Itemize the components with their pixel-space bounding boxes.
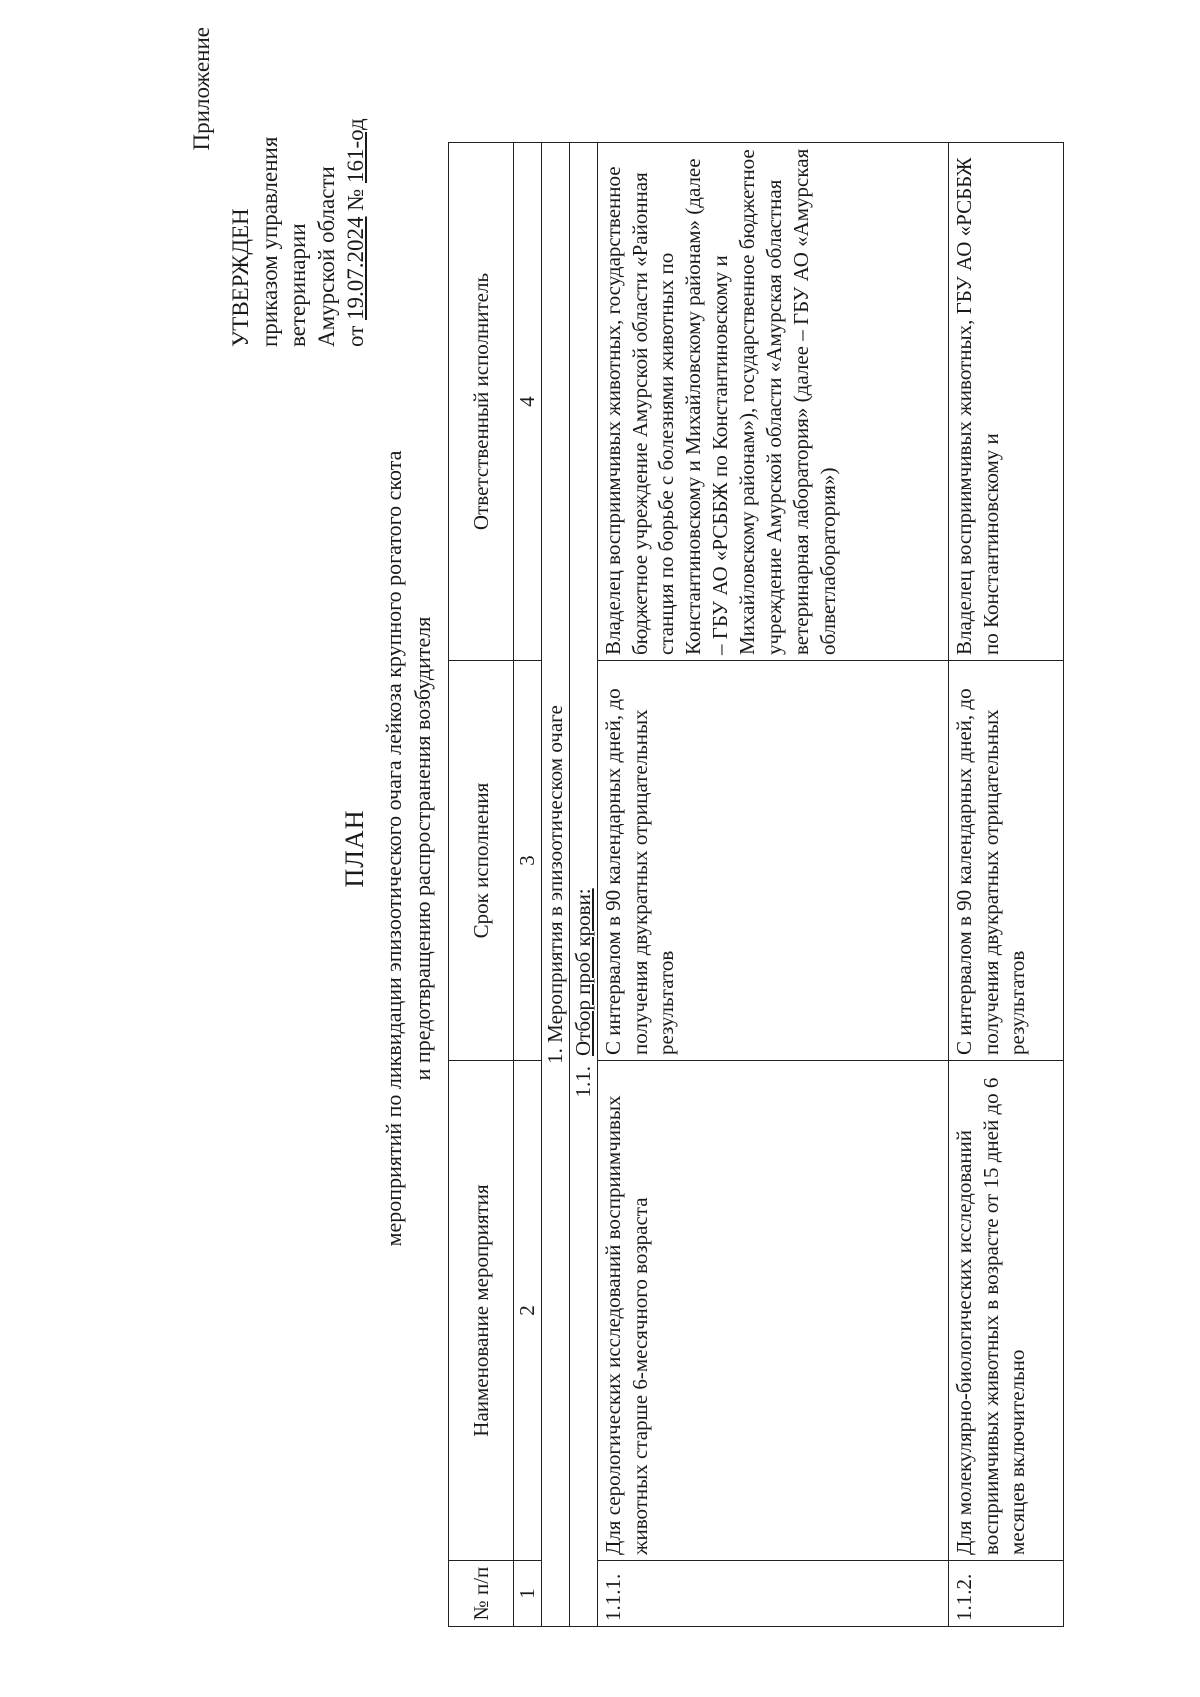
col-number-3: 3 bbox=[514, 661, 542, 1061]
subsection-label: Отбор проб крови: bbox=[570, 888, 595, 1056]
col-number-2: 2 bbox=[514, 1061, 542, 1561]
plan-subtitle-line-1: мероприятий по ликвидации эпизоотического очага лейкоза крупного рогатого скота bbox=[381, 450, 406, 1247]
section-title: 1. Мероприятия в эпизоотическом очаге bbox=[541, 143, 569, 1627]
row-term: С интервалом в 90 календарных дней, до получения двукратных отрицательных результатов bbox=[597, 661, 948, 1061]
header-row bbox=[449, 143, 514, 1627]
plan-title: ПЛАН bbox=[340, 809, 369, 888]
table-row bbox=[948, 143, 1063, 1627]
number-sign: № bbox=[342, 188, 368, 211]
appendix-label: Приложение bbox=[189, 27, 214, 151]
header-responsible: Ответственный исполнитель bbox=[449, 143, 514, 661]
header-name: Наименование мероприятия bbox=[449, 1061, 514, 1561]
table-row bbox=[597, 143, 948, 1627]
approval-date: 19.07.2024 bbox=[342, 216, 368, 320]
approved-label: УТВЕРЖДЕН bbox=[227, 208, 253, 347]
subsection-row bbox=[569, 143, 597, 1627]
row-name: Для серологических исследований восприимчивых животных старше 6-месячного возраста bbox=[597, 1061, 948, 1561]
section-row bbox=[541, 143, 569, 1627]
plan-table bbox=[448, 142, 1064, 1627]
approval-number: 161-од bbox=[342, 118, 368, 184]
column-number-row bbox=[514, 143, 542, 1627]
approval-line-2: Амурской области bbox=[314, 166, 339, 347]
row-name: Для молекулярно-биологических исследований восприимчивых животных в возрасте от 15 дней до 6 месяцев включительно bbox=[948, 1061, 1063, 1561]
col-number-4: 4 bbox=[514, 143, 542, 661]
header-num: № п/п bbox=[449, 1561, 514, 1627]
row-term: С интервалом в 90 календарных дней, до получения двукратных отрицательных результатов bbox=[948, 661, 1063, 1061]
col-number-1: 1 bbox=[514, 1561, 542, 1627]
subsection-number: 1.1. bbox=[570, 1066, 595, 1098]
header-term: Срок исполнения bbox=[449, 661, 514, 1061]
approval-line-1: приказом управления ветеринарии bbox=[256, 136, 311, 347]
row-num: 1.1.2. bbox=[948, 1561, 1063, 1627]
from-label: от bbox=[342, 325, 368, 347]
subsection-cell bbox=[569, 143, 597, 1627]
plan-subtitle bbox=[380, 0, 437, 1697]
plan-subtitle-line-2: и предотвращению распространения возбудителя bbox=[409, 616, 435, 1081]
row-num: 1.1.1. bbox=[597, 1561, 948, 1627]
row-responsible: Владелец восприимчивых животных, государственное бюджетное учреждение Амурской области «Районная станция по борьбе с болезнями животных по Константиновскому и Михайловскому районам» (далее – ГБУ АО «РСББЖ по Константиновскому и Михайловскому районам»), государственное бюджетное учреждение Амурской области «Амурская областная ветеринарная лаборатория» (далее – ГБУ АО «Амурская облветлаборатория») bbox=[597, 143, 948, 661]
row-responsible: Владелец восприимчивых животных, ГБУ АО «РСББЖ по Константиновскому и bbox=[948, 143, 1063, 661]
